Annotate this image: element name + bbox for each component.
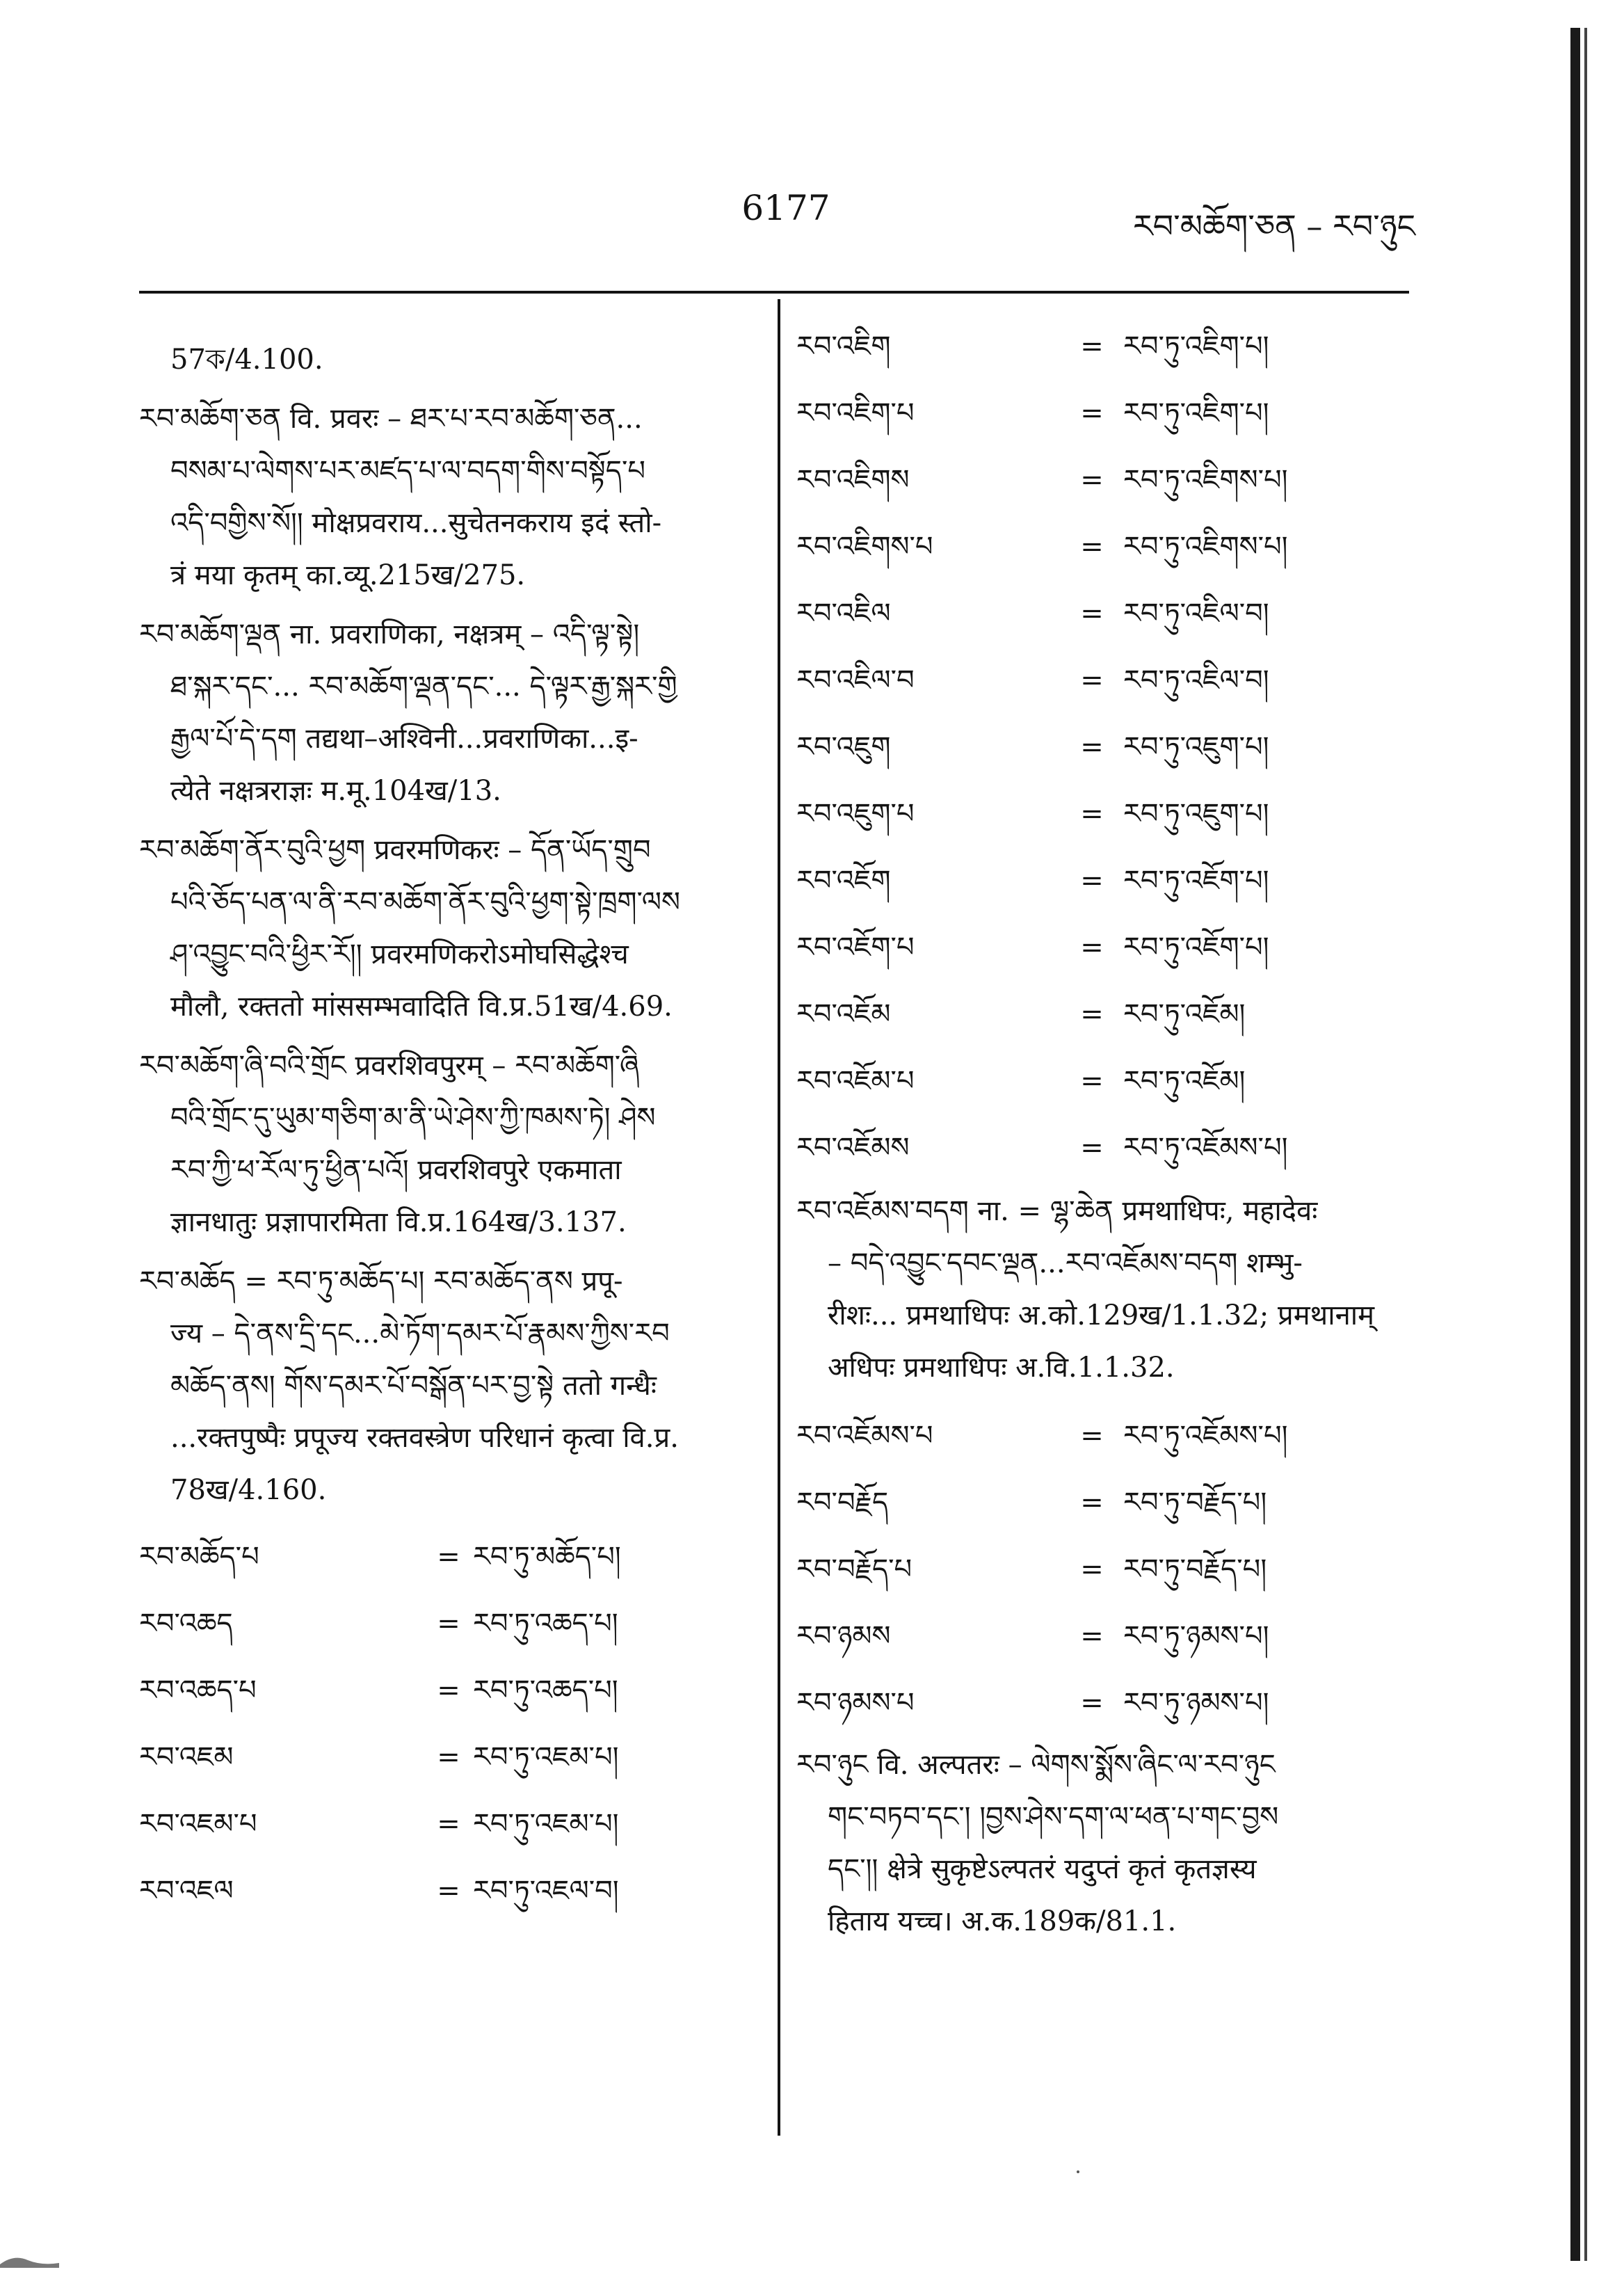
- entry-continuation: ཤ་འབྱུང་བའི་ཕྱིར་རོ།། प्रवरमणिकरोऽमोघसिद्धेश्च: [170, 938, 629, 970]
- equivalence-value: རབ་ཏུ་འཆད་པ།: [473, 1607, 618, 1640]
- equivalence-term: རབ་བརྗོད་པ: [796, 1553, 913, 1585]
- right-equivalences-top: [796, 313, 1422, 1181]
- equivalence-row: [796, 1402, 1422, 1469]
- equivalence-value: རབ་ཏུ་བརྗོད་པ།: [1123, 1553, 1267, 1585]
- equals-sign: =: [1080, 1686, 1104, 1719]
- speck: [1077, 2170, 1079, 2173]
- equals-sign: =: [1080, 1486, 1104, 1519]
- entry-continuation: ज्य – དེ་ནས་དྲི་དང...མེ་ཏོག་དམར་པོ་རྣམས་ཀྱིས་རབ: [170, 1318, 670, 1350]
- equivalence-term: རབ་འཇིག: [796, 330, 891, 362]
- entry-headline: རབ་འཇོམས་བདག ना. = ལྷ་ཆེན प्रमथाधिपः, महादेवः: [796, 1195, 1318, 1227]
- entry-headline: རབ་ཉུང वि. अल्पतरः – ལེགས་སྨོས་ཞིང་ལ་རབ་ཉུང: [796, 1749, 1276, 1781]
- equals-sign: =: [1080, 664, 1104, 696]
- entry-continuation: ज्ञानधातुः प्रज्ञापारमिता वि.प्र.164ख/3.137.: [170, 1206, 627, 1238]
- dictionary-entry: [139, 393, 758, 602]
- entry-continuation: ...रक्तपुष्पैः प्रपूज्य रक्तवस्त्रेण परिधानं कृत्वा वि.प्र.: [170, 1422, 679, 1454]
- equivalence-value: རབ་ཏུ་མཆོད་པ།: [473, 1540, 621, 1573]
- equivalence-row: [796, 580, 1422, 647]
- entry-continuation: པའི་ཅོད་པན་ལ་ནི་རབ་མཆོག་ནོར་བུའི་ཕྱག་སྟེ་ཁྲག་ལས: [170, 886, 680, 918]
- equivalence-term: རབ་འཇམ་པ: [139, 1807, 257, 1840]
- equivalence-value: རབ་ཏུ་འཇོམ།: [1123, 1064, 1246, 1097]
- equivalence-row: [796, 714, 1422, 781]
- equivalence-value: རབ་ཏུ་འཇུག་པ།: [1123, 797, 1269, 830]
- dictionary-entry: [796, 1739, 1422, 1948]
- equivalence-row: [139, 1590, 758, 1657]
- equivalence-value: རབ་ཏུ་འཇམ་པ།: [473, 1807, 619, 1840]
- equivalence-row: [139, 1724, 758, 1791]
- entry-continuation: དང་།། क्षेत्रे सुकृष्टेऽल्पतरं यदुप्तं कृतं कृतज्ञस्य: [828, 1853, 1257, 1885]
- equivalence-term: རབ་འཇོམ: [796, 998, 891, 1030]
- equivalence-row: [796, 1469, 1422, 1536]
- entry-headline: རབ་མཆོག་ནོར་བུའི་ཕྱག प्रवरमणिकरः – དོན་ཡོད་གྲུབ: [139, 834, 651, 866]
- equivalence-value: རབ་ཏུ་འཇོག་པ།: [1123, 931, 1269, 963]
- entry-continuation: བསམ་པ་ལེགས་པར་མཛད་པ་ལ་བདག་གིས་བསྟོད་པ: [170, 455, 645, 487]
- equivalence-term: རབ་བརྗོད: [796, 1486, 889, 1519]
- scan-smudge: [0, 2250, 59, 2268]
- equals-sign: =: [1080, 1553, 1104, 1585]
- entry-continuation: གང་བཏབ་དང་། །བྱས་ཤེས་དག་ལ་ཕན་པ་གང་བྱས: [828, 1801, 1279, 1833]
- right-column: [796, 313, 1422, 1955]
- equivalence-term: རབ་འཇོམ་པ: [796, 1064, 915, 1097]
- equivalence-value: རབ་ཏུ་འཆད་པ།: [473, 1674, 618, 1706]
- equivalence-term: རབ་འཇིགས: [796, 463, 910, 496]
- left-column: [139, 334, 758, 1924]
- equivalence-row: [796, 1670, 1422, 1736]
- equivalence-term: རབ་འཆད: [139, 1607, 233, 1640]
- equivalence-row: [796, 380, 1422, 447]
- equivalence-term: རབ་འཇུག་པ: [796, 797, 915, 830]
- entry-continuation: हिताय यच्च। अ.क.189क/81.1.: [828, 1905, 1177, 1937]
- dictionary-entry: [139, 824, 758, 1033]
- equivalence-value: རབ་ཏུ་འཇིགས་པ།: [1123, 530, 1288, 563]
- entry-headline: རབ་མཆོག་ལྡན ना. प्रवराणिका, नक्षत्रम् – འདི་ལྟ་སྟེ།: [139, 618, 640, 650]
- equivalence-row: [139, 1857, 758, 1924]
- dictionary-entry: [139, 1256, 758, 1517]
- equivalence-value: རབ་ཏུ་འཇོམ།: [1123, 998, 1246, 1030]
- entry-rab-jom-dag: [796, 1185, 1422, 1394]
- page-edge-shadow-thin: [1584, 28, 1587, 2261]
- equivalence-row: [796, 313, 1422, 380]
- page-edge-shadow: [1570, 28, 1580, 2261]
- equivalence-row: [796, 781, 1422, 847]
- equivalence-row: [796, 647, 1422, 714]
- equals-sign: =: [1080, 1619, 1104, 1652]
- equals-sign: =: [437, 1674, 460, 1706]
- equivalence-value: རབ་ཏུ་འཇུག་པ།: [1123, 730, 1269, 763]
- equivalence-value: རབ་ཏུ་ཉམས་པ།: [1123, 1619, 1269, 1652]
- equivalence-value: རབ་ཏུ་འཇལ་བ།: [473, 1874, 619, 1907]
- entry-headline: རབ་མཆོད = རབ་ཏུ་མཆོད་པ། རབ་མཆོད་ནས प्रपू-: [139, 1265, 623, 1297]
- entry-headline: རབ་མཆོག་ཅན वि. प्रवरः – ཐར་པ་རབ་མཆོག་ཅན...: [139, 403, 643, 435]
- equals-sign: =: [1080, 1131, 1104, 1164]
- left-entries: [139, 393, 758, 1517]
- entry-continuation: ཐ་སྐར་དང་... རབ་མཆོག་ལྡན་དང་... དེ་ལྟར་རྒྱ་སྐར་གྱི: [170, 671, 677, 703]
- equivalence-term: རབ་འཇིལ: [796, 597, 891, 630]
- dictionary-entry: [139, 609, 758, 817]
- left-equivalences: [139, 1523, 758, 1924]
- entry-continuation: མཆོད་ནས། གོས་དམར་པོ་བསྒོན་པར་བྱ་སྟེ ततो गन्धैः: [170, 1370, 657, 1402]
- equivalence-term: རབ་འཇོམས་པ: [796, 1419, 933, 1452]
- equivalence-term: རབ་ཉམས་པ: [796, 1686, 915, 1719]
- equals-sign: =: [437, 1540, 460, 1573]
- equals-sign: =: [1080, 730, 1104, 763]
- equals-sign: =: [1080, 1064, 1104, 1097]
- equivalence-value: རབ་ཏུ་འཇམ་པ།: [473, 1741, 619, 1773]
- equivalence-row: [796, 447, 1422, 513]
- equals-sign: =: [437, 1874, 460, 1907]
- equivalence-value: རབ་ཏུ་འཇིག་པ།: [1123, 330, 1269, 362]
- entry-continuation: अधिपः प्रमथाधिपः अ.वि.1.1.32.: [828, 1352, 1175, 1384]
- equivalence-row: [796, 1048, 1422, 1114]
- entry-continuation: བའི་གྲོང་དུ་ཡུམ་གཅིག་མ་ནི་ཡེ་ཤེས་ཀྱི་ཁམས་ཏེ། ཤེས: [170, 1102, 656, 1134]
- equivalence-term: རབ་འཇོག་པ: [796, 931, 915, 963]
- equals-sign: =: [1080, 797, 1104, 830]
- equals-sign: =: [1080, 931, 1104, 963]
- equivalence-value: རབ་ཏུ་འཇོམས་པ།: [1123, 1131, 1288, 1164]
- header-rule: [139, 291, 1409, 294]
- equivalence-row: [139, 1523, 758, 1590]
- entry-rab-nyung: [796, 1739, 1422, 1948]
- equivalence-row: [139, 1657, 758, 1724]
- continued-reference: 57ক/4.100.: [170, 344, 323, 376]
- equivalence-term: རབ་འཇོམས: [796, 1131, 910, 1164]
- equivalence-value: རབ་ཏུ་འཇིག་པ།: [1123, 397, 1269, 429]
- equivalence-term: རབ་འཇུག: [796, 730, 891, 763]
- entry-continuation: འདི་བགྱིས་སོ།། मोक्षप्रवराय...सुचेतनकराय इदं स्तो-: [170, 507, 662, 539]
- equivalence-term: རབ་འཆད་པ: [139, 1674, 257, 1706]
- entry-headline: རབ་མཆོག་ཞི་བའི་གྲོང प्रवरशिवपुरम् – རབ་མཆོག་ཞི: [139, 1050, 639, 1082]
- dictionary-entry: [796, 1185, 1422, 1394]
- right-equivalences-bottom: [796, 1402, 1422, 1736]
- equivalence-row: [796, 981, 1422, 1048]
- entry-continuation: त्रं मया कृतम् का.व्यू.215ख/275.: [170, 559, 526, 591]
- entry-continuation: རྒྱལ་པོ་དེ་དག तद्यथा–अश्विनी...प्रवराणिका...इ-: [170, 723, 638, 755]
- equivalence-row: [796, 1603, 1422, 1670]
- equivalence-term: རབ་འཇལ: [139, 1874, 234, 1907]
- equals-sign: =: [1080, 463, 1104, 496]
- equivalence-row: [796, 914, 1422, 981]
- equivalence-term: རབ་འཇིག་པ: [796, 397, 915, 429]
- entry-continuation: 78ख/4.160.: [170, 1474, 327, 1506]
- equivalence-value: རབ་ཏུ་བརྗོད་པ།: [1123, 1486, 1267, 1519]
- equivalence-term: རབ་འཇོག: [796, 864, 891, 897]
- equivalence-value: རབ་ཏུ་འཇིལ་བ།: [1123, 664, 1269, 696]
- equivalence-value: རབ་ཏུ་འཇོམས་པ།: [1123, 1419, 1288, 1452]
- entry-continuation: मौलौ, रक्ततो मांससम्भवादिति वि.प्र.51ख/4.69.: [170, 991, 673, 1023]
- equals-sign: =: [1080, 998, 1104, 1030]
- equivalence-value: རབ་ཏུ་ཉམས་པ།: [1123, 1686, 1269, 1719]
- equals-sign: =: [437, 1807, 460, 1840]
- entry-continuation: – བདེ་འབྱུང་དབང་ལྡན...རབ་འཇོམས་བདག शम्भु-: [828, 1247, 1303, 1279]
- equivalence-term: རབ་མཆོད་པ: [139, 1540, 259, 1573]
- equivalence-term: རབ་འཇིལ་བ: [796, 664, 915, 696]
- equivalence-row: [139, 1791, 758, 1857]
- running-header-range: རབ་མཆོག་ཅན – རབ་ཉུང: [1132, 207, 1415, 245]
- column-divider: [778, 299, 780, 2136]
- entry-continuation: रीशः... प्रमथाधिपः अ.को.129ख/1.1.32; प्रमथानाम्: [828, 1299, 1375, 1331]
- entry-continuation: त्येते नक्षत्रराज्ञः म.मू.104ख/13.: [170, 775, 501, 807]
- equals-sign: =: [1080, 530, 1104, 563]
- equals-sign: =: [1080, 1419, 1104, 1452]
- dictionary-entry: [139, 1040, 758, 1249]
- page-number: 6177: [741, 188, 830, 228]
- equals-sign: =: [1080, 397, 1104, 429]
- equivalence-row: [796, 847, 1422, 914]
- equivalence-row: [796, 1114, 1422, 1181]
- equivalence-value: རབ་ཏུ་འཇོག་པ།: [1123, 864, 1269, 897]
- equivalence-term: རབ་ཉམས: [796, 1619, 891, 1652]
- equivalence-value: རབ་ཏུ་འཇིལ་བ།: [1123, 597, 1269, 630]
- equivalence-row: [796, 1536, 1422, 1603]
- entry-continuation: རབ་ཀྱི་ཕ་རོལ་ཏུ་ཕྱིན་པའོ། प्रवरशिवपुरे एकमाता: [170, 1154, 622, 1186]
- equals-sign: =: [437, 1741, 460, 1773]
- equivalence-term: རབ་འཇིགས་པ: [796, 530, 933, 563]
- equivalence-row: [796, 513, 1422, 580]
- equals-sign: =: [437, 1607, 460, 1640]
- equals-sign: =: [1080, 330, 1104, 362]
- equivalence-term: རབ་འཇམ: [139, 1741, 234, 1773]
- equals-sign: =: [1080, 597, 1104, 630]
- equals-sign: =: [1080, 864, 1104, 897]
- equivalence-value: རབ་ཏུ་འཇིགས་པ།: [1123, 463, 1288, 496]
